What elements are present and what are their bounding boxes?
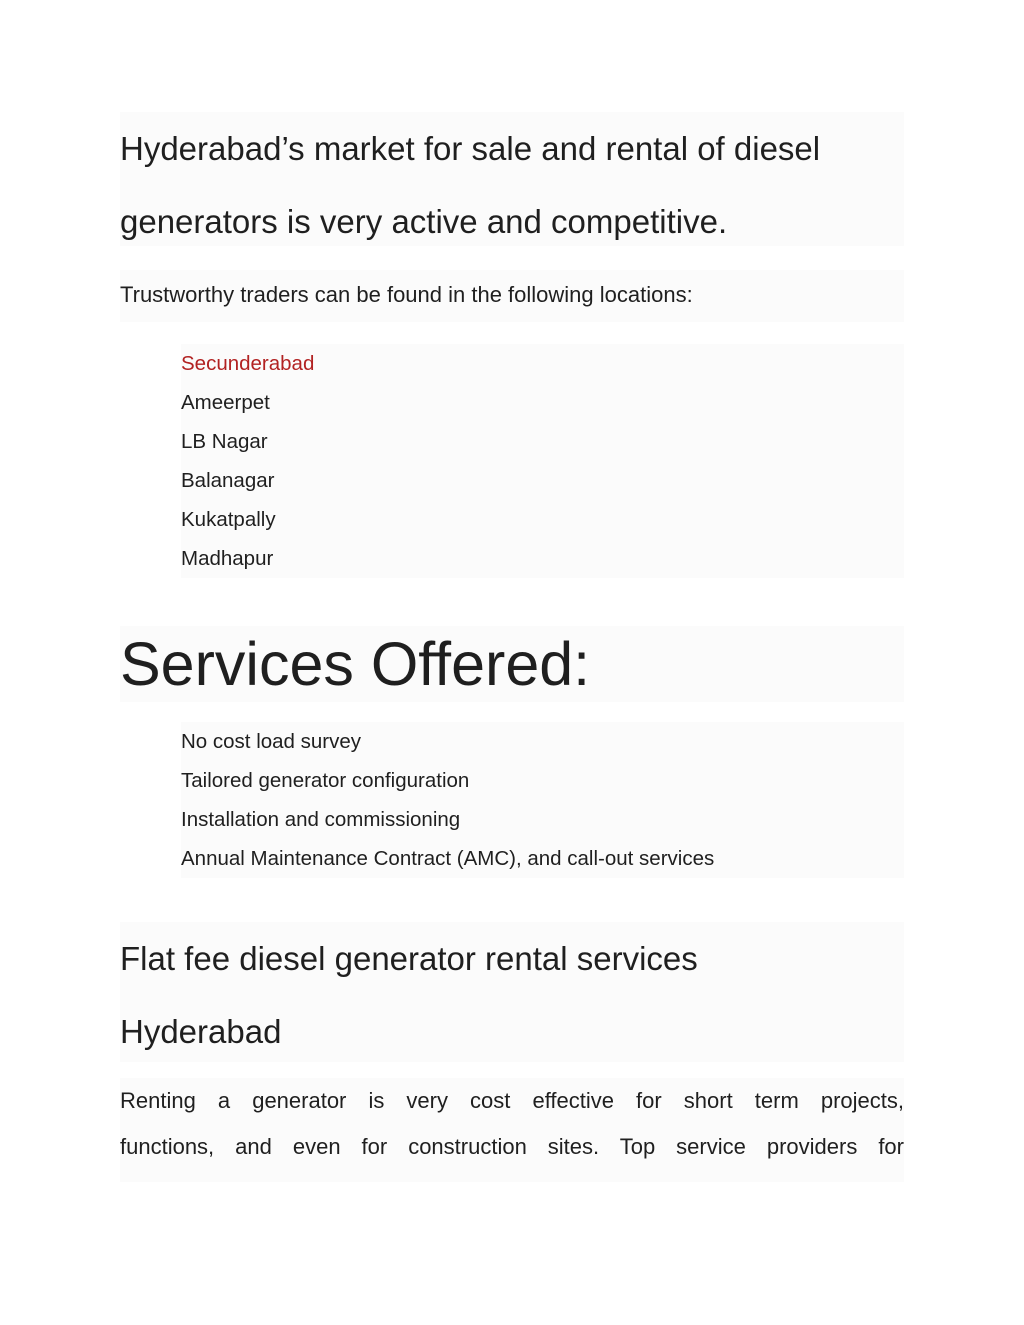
rental-heading-line-1: Flat fee diesel generator rental services <box>120 940 698 977</box>
intro-heading <box>120 112 904 246</box>
intro-paragraph: Trustworthy traders can be found in the following locations: <box>120 270 904 322</box>
rental-heading <box>120 922 904 1062</box>
services-title: Services Offered: <box>120 626 904 702</box>
locations-list <box>181 344 904 578</box>
service-item: Installation and commissioning <box>181 808 461 831</box>
service-item: No cost load survey <box>181 730 362 753</box>
location-item-lb-nagar: LB Nagar <box>181 430 268 453</box>
location-item-kukatpally: Kukatpally <box>181 508 276 531</box>
location-item-secunderabad[interactable]: Secunderabad <box>181 352 315 375</box>
services-list <box>181 722 904 878</box>
service-item: Annual Maintenance Contract (AMC), and call-out services <box>181 847 715 870</box>
location-item-madhapur: Madhapur <box>181 547 274 570</box>
rental-paragraph-line-2: functions, and even for construction sites. Top service providers for <box>120 1134 904 1159</box>
intro-heading-line-1: Hyderabad’s market for sale and rental of diesel <box>120 130 821 167</box>
rental-paragraph-line-1: Renting a generator is very cost effective for short term projects, <box>120 1088 904 1113</box>
location-item-balanagar: Balanagar <box>181 469 275 492</box>
intro-heading-line-2: generators is very active and competitive. <box>120 203 728 240</box>
location-item-ameerpet: Ameerpet <box>181 391 270 414</box>
rental-paragraph <box>120 1078 904 1182</box>
rental-heading-line-2: Hyderabad <box>120 1013 282 1050</box>
service-item: Tailored generator configuration <box>181 769 470 792</box>
